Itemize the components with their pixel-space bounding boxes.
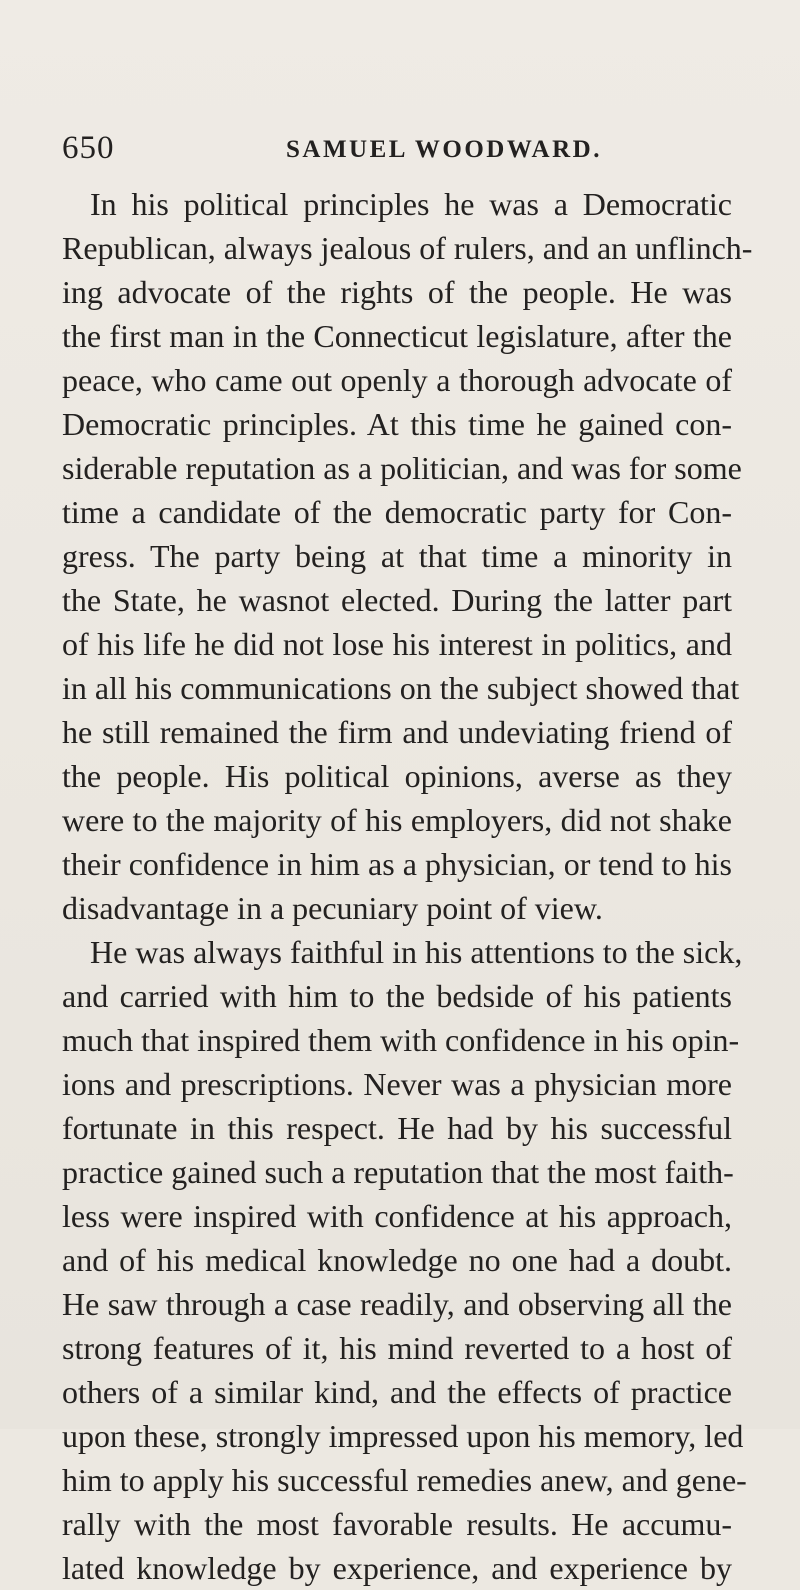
text-line: Republican, always jealous of rulers, and an unflinch-	[62, 230, 753, 266]
text-line: the people. His political opinions, averse as they	[62, 758, 732, 794]
text-line: In his political principles he was a Democratic	[90, 186, 732, 222]
text-line: of his life he did not lose his interest in politics, and	[62, 626, 732, 662]
text-line: in all his communications on the subject showed that	[62, 670, 740, 706]
text-line: strong features of it, his mind reverted to a host of	[62, 1330, 732, 1366]
body-text	[62, 182, 753, 1590]
text-line: fortunate in this respect. He had by his successful	[62, 1110, 732, 1146]
text-line: peace, who came out openly a thorough advocate of	[62, 362, 732, 398]
page-header	[62, 130, 730, 170]
text-line: He saw through a case readily, and observing all the	[62, 1286, 732, 1322]
running-head: SAMUEL WOODWARD.	[286, 136, 602, 163]
text-line: siderable reputation as a politician, and was for some	[62, 450, 742, 486]
paragraph-1	[62, 182, 753, 930]
text-line: disadvantage in a pecuniary point of view.	[62, 890, 603, 926]
text-line: the State, he wasnot elected. During the latter part	[62, 582, 732, 618]
text-line: time a candidate of the democratic party for Con-	[62, 494, 732, 530]
text-line: much that inspired them with confidence in his opin-	[62, 1022, 740, 1058]
text-line: others of a similar kind, and the effects of practice	[62, 1374, 732, 1410]
text-line: the first man in the Connecticut legislature, after the	[62, 318, 732, 354]
text-line: him to apply his successful remedies anew, and gene-	[62, 1462, 747, 1498]
text-line: were to the majority of his employers, did not shake	[62, 802, 732, 838]
text-line: upon these, strongly impressed upon his memory, led	[62, 1418, 744, 1454]
text-line: Democratic principles. At this time he gained con-	[62, 406, 732, 442]
text-line: their confidence in him as a physician, or tend to his	[62, 846, 732, 882]
text-line: ions and prescriptions. Never was a physician more	[62, 1066, 732, 1102]
paragraph-2	[62, 930, 747, 1590]
text-line: gress. The party being at that time a minority in	[62, 538, 732, 574]
text-line: he still remained the firm and undeviating friend of	[62, 714, 732, 750]
page-number: 650	[62, 130, 115, 166]
text-line: He was always faithful in his attentions to the sick,	[90, 934, 743, 970]
text-line: lated knowledge by experience, and experience by	[62, 1550, 732, 1586]
text-line: less were inspired with confidence at his approach,	[62, 1198, 732, 1234]
text-line: and of his medical knowledge no one had a doubt.	[62, 1242, 732, 1278]
text-line: ing advocate of the rights of the people. He was	[62, 274, 732, 310]
text-line: and carried with him to the bedside of his patients	[62, 978, 732, 1014]
text-line: practice gained such a reputation that the most faith-	[62, 1154, 734, 1190]
text-line: rally with the most favorable results. He accumu-	[62, 1506, 732, 1542]
